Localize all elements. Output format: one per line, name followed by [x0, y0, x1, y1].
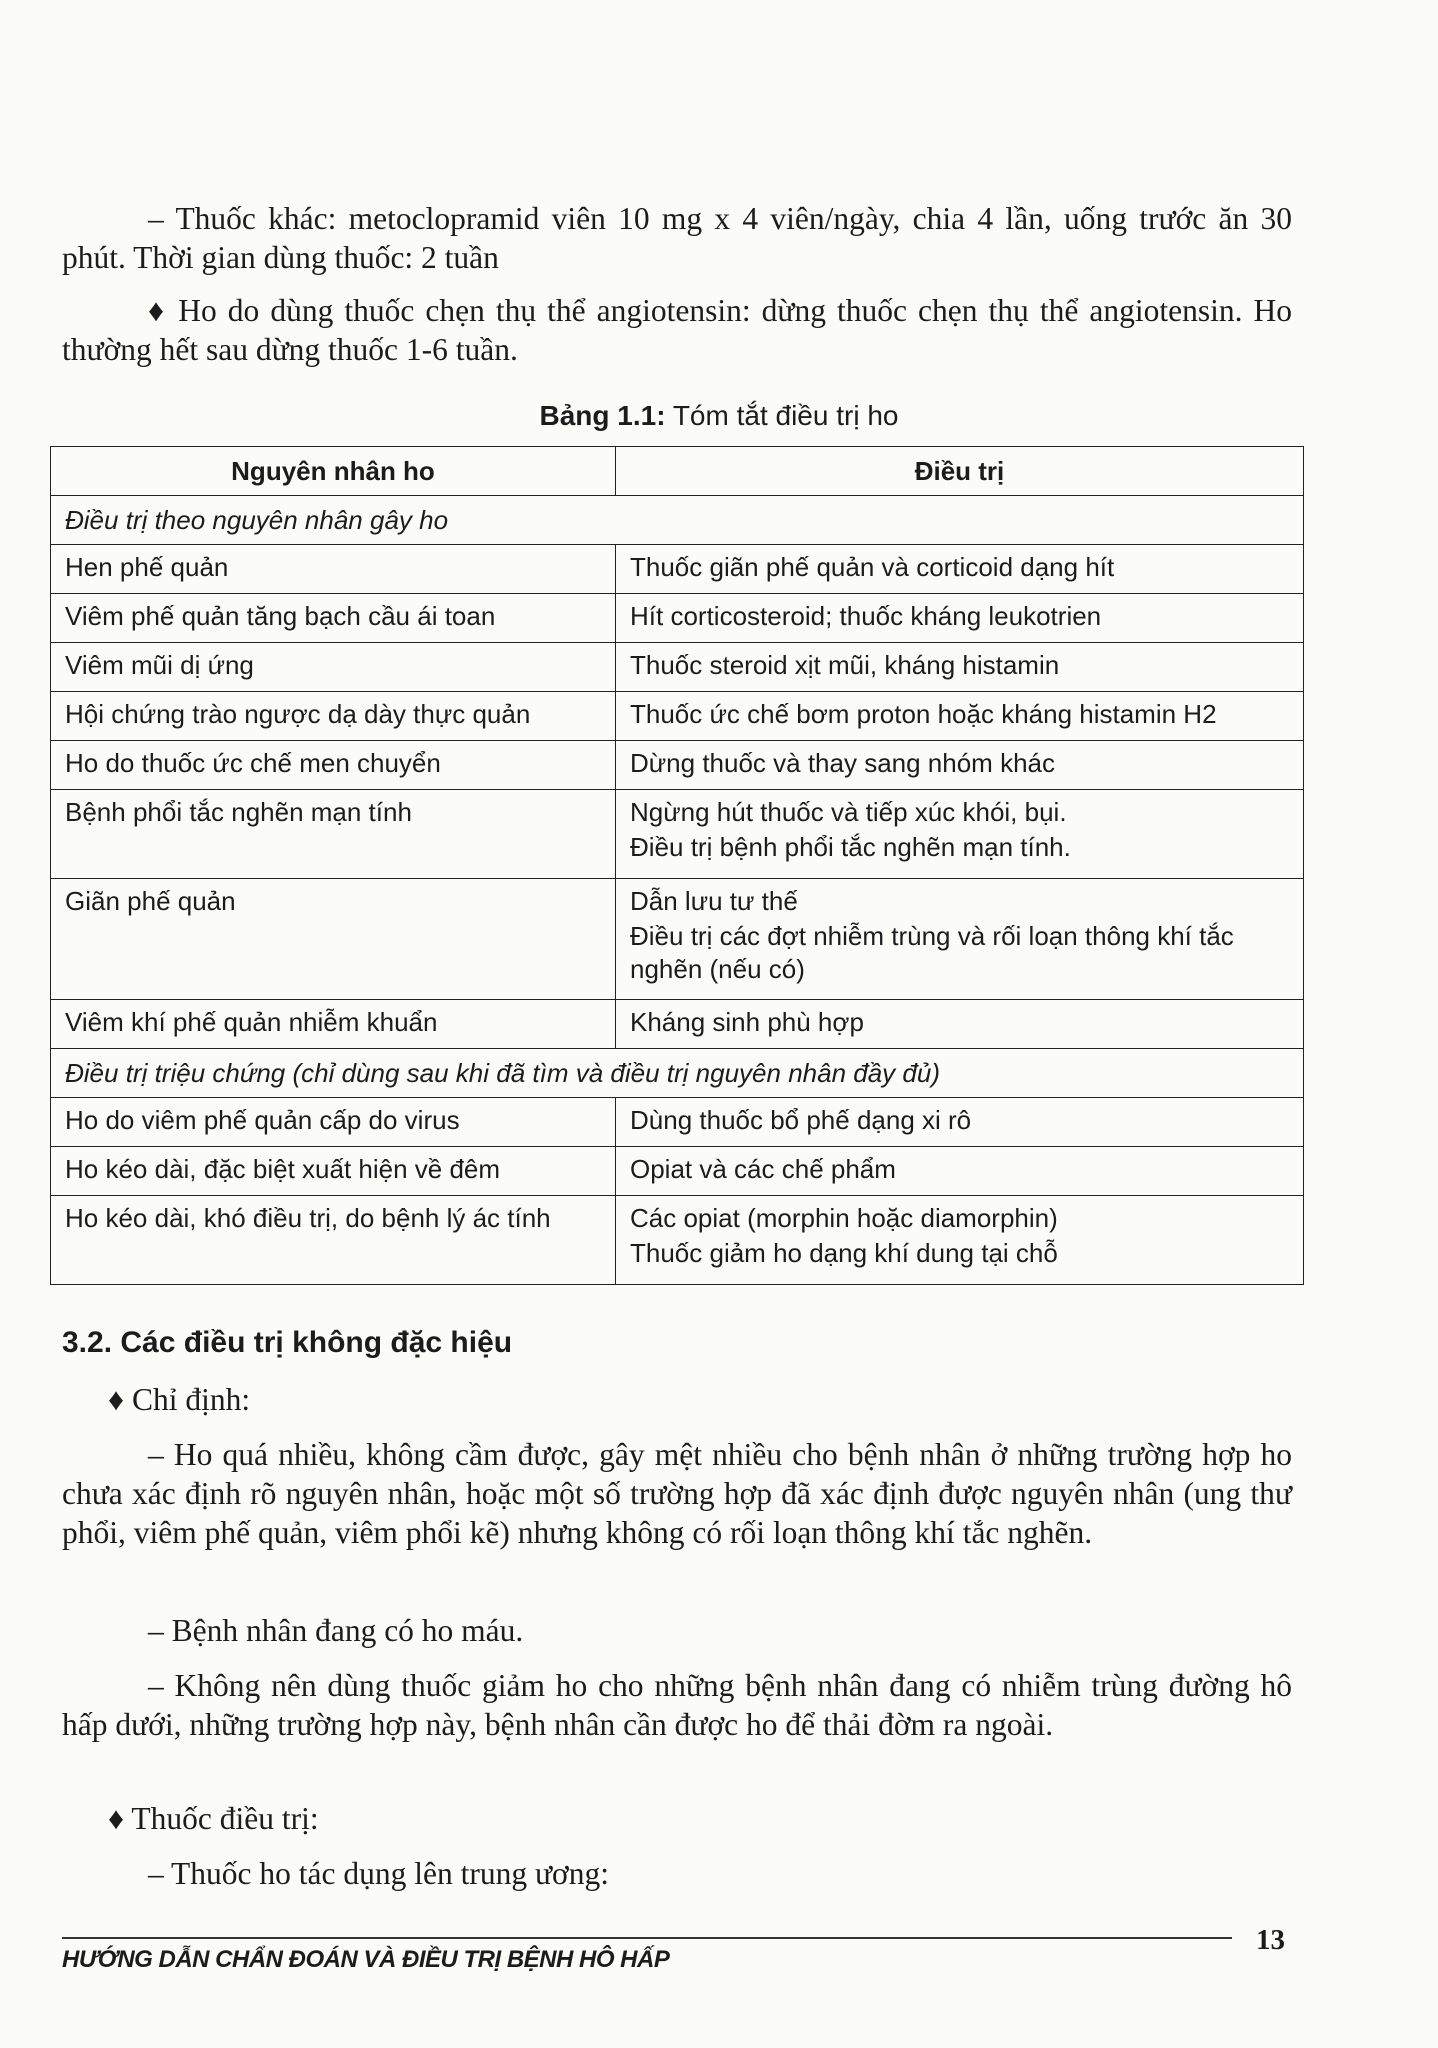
table-title-label: Bảng 1.1:	[539, 400, 666, 431]
section-row-symptomatic	[51, 1049, 1304, 1098]
cell-cause: Ho kéo dài, đặc biệt xuất hiện về đêm	[51, 1147, 616, 1196]
intro-paragraph-other-drugs: – Thuốc khác: metoclopramid viên 10 mg x 4 viên/ngày, chia 4 lần, uống trước ăn 30 phút. Thời gian dùng thuốc: 2 tuần	[62, 201, 1292, 275]
cell-cause: Bệnh phổi tắc nghẽn mạn tính	[51, 790, 616, 879]
cell-treatment	[616, 1196, 1304, 1285]
treatment-line: Các opiat (morphin hoặc diamorphin)	[630, 1203, 1058, 1233]
table-row	[51, 692, 1304, 741]
cell-cause: Hen phế quản	[51, 545, 616, 594]
treatment-line: Dừng thuốc và thay sang nhóm khác	[630, 748, 1055, 778]
intro-paragraph-arb-cough: ♦ Ho do dùng thuốc chẹn thụ thể angiotensin: dừng thuốc chẹn thụ thể angiotensin. Ho thường hết sau dừng thuốc 1-6 tuần.	[62, 293, 1292, 367]
cell-treatment	[616, 879, 1304, 1000]
cell-cause: Giãn phế quản	[51, 879, 616, 1000]
table-row	[51, 790, 1304, 879]
cell-treatment	[616, 643, 1304, 692]
cell-cause: Ho do viêm phế quản cấp do virus	[51, 1098, 616, 1147]
table-row	[51, 1147, 1304, 1196]
cell-treatment	[616, 692, 1304, 741]
table-row	[51, 741, 1304, 790]
treatment-line: Thuốc steroid xịt mũi, kháng histamin	[630, 650, 1060, 680]
section-heading: 3.2. Các điều trị không đặc hiệu	[62, 1326, 513, 1359]
treatment-line: Hít corticosteroid; thuốc kháng leukotrien	[630, 601, 1102, 631]
treatment-line: Dùng thuốc bổ phế dạng xi rô	[630, 1105, 972, 1135]
cell-cause: Ho do thuốc ức chế men chuyển	[51, 741, 616, 790]
table-row	[51, 1000, 1304, 1049]
cell-cause: Hội chứng trào ngược dạ dày thực quản	[51, 692, 616, 741]
bullet-indication: ♦ Chỉ định:	[108, 1382, 251, 1417]
cell-treatment	[616, 1147, 1304, 1196]
drugs-item-central: – Thuốc ho tác dụng lên trung ương:	[148, 1856, 609, 1891]
header-treatment: Điều trị	[616, 447, 1304, 496]
cell-treatment	[616, 545, 1304, 594]
treatment-line: Thuốc ức chế bơm proton hoặc kháng histamin H2	[630, 699, 1217, 729]
cell-treatment	[616, 741, 1304, 790]
table-row	[51, 879, 1304, 1000]
treatment-line: Kháng sinh phù hợp	[630, 1007, 864, 1037]
indication-item-3: – Không nên dùng thuốc giảm ho cho những bệnh nhân đang có nhiễm trùng đường hô hấp dưới, những trường hợp này, bệnh nhân cần được ho để thải đờm ra ngoài.	[62, 1668, 1292, 1742]
table-row	[51, 1098, 1304, 1147]
treatment-line: Dẫn lưu tư thế	[630, 886, 798, 916]
table-row	[51, 643, 1304, 692]
footer-title: HƯỚNG DẪN CHẨN ĐOÁN VÀ ĐIỀU TRỊ BỆNH HÔ HẤP	[62, 1946, 670, 1973]
cell-cause: Viêm phế quản tăng bạch cầu ái toan	[51, 594, 616, 643]
treatment-line: Opiat và các chế phẩm	[630, 1154, 896, 1184]
section-row-cause-based	[51, 496, 1304, 545]
table-title-text: Tóm tắt điều trị ho	[665, 400, 899, 431]
cough-treatment-table	[50, 446, 1304, 1285]
footer-rule	[62, 1937, 1232, 1939]
table-row	[51, 594, 1304, 643]
section-row-symptomatic-label: Điều trị triệu chứng (chỉ dùng sau khi đã tìm và điều trị nguyên nhân đầy đủ)	[51, 1049, 1304, 1098]
cell-treatment	[616, 594, 1304, 643]
table-row	[51, 545, 1304, 594]
header-cause: Nguyên nhân ho	[51, 447, 616, 496]
cell-cause: Ho kéo dài, khó điều trị, do bệnh lý ác tính	[51, 1196, 616, 1285]
section-row-cause-based-label: Điều trị theo nguyên nhân gây ho	[51, 496, 1304, 545]
indication-item-1: – Ho quá nhiều, không cầm được, gây mệt nhiều cho bệnh nhân ở những trường hợp ho chưa xác định rõ nguyên nhân, hoặc một số trường hợp đã xác định được nguyên nhân (ung thư phổi, viêm phế quản, viêm phổi kẽ) nhưng không có rối loạn thông khí tắc nghẽn.	[62, 1437, 1292, 1550]
table-title	[0, 400, 1438, 432]
treatment-line: Ngừng hút thuốc và tiếp xúc khói, bụi.	[630, 797, 1067, 827]
page-number: 13	[1256, 1924, 1285, 1956]
treatment-line: Điều trị các đợt nhiễm trùng và rối loạn thông khí tắc nghẽn (nếu có)	[630, 921, 1234, 984]
indication-item-2: – Bệnh nhân đang có ho máu.	[148, 1613, 524, 1648]
treatment-line: Thuốc giảm ho dạng khí dung tại chỗ	[630, 1238, 1058, 1268]
cell-treatment	[616, 1098, 1304, 1147]
table-body	[51, 496, 1304, 1285]
treatment-line: Thuốc giãn phế quản và corticoid dạng hít	[630, 552, 1115, 582]
cell-treatment	[616, 790, 1304, 879]
cell-treatment	[616, 1000, 1304, 1049]
bullet-drugs: ♦ Thuốc điều trị:	[108, 1801, 319, 1836]
table-row	[51, 1196, 1304, 1285]
treatment-line: Điều trị bệnh phổi tắc nghẽn mạn tính.	[630, 832, 1071, 862]
cell-cause: Viêm khí phế quản nhiễm khuẩn	[51, 1000, 616, 1049]
cell-cause: Viêm mũi dị ứng	[51, 643, 616, 692]
